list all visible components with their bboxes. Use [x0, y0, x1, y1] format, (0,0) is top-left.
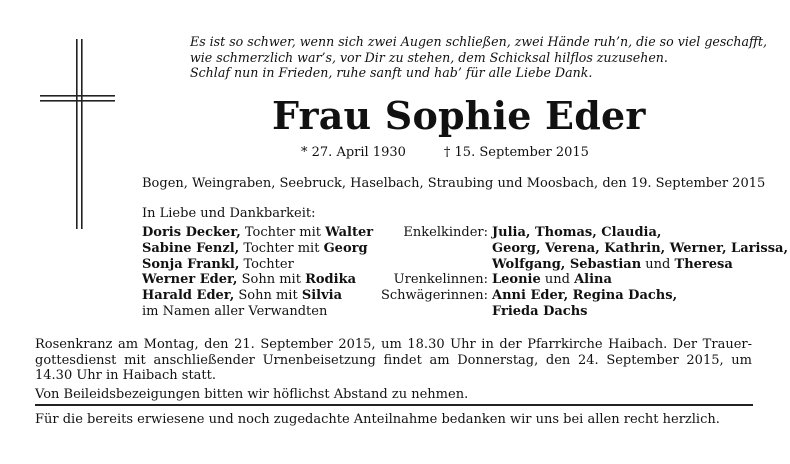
poem-line: Es ist so schwer, wenn sich zwei Augen schließen, zwei Hände ruh’n, die so viel geschafft, — [190, 34, 767, 49]
family-member: Werner Eder, Sohn mit Rodika — [142, 272, 356, 288]
service-details — [35, 337, 752, 384]
great-grandchildren-names: Leonie und Alina — [492, 272, 612, 288]
sisters-in-law-row — [350, 288, 770, 320]
family-member: im Namen aller Verwandten — [142, 303, 328, 319]
grandchildren-names: Julia, Thomas, Claudia, Georg, Verena, Kathrin, Werner, Larissa, Wolfgang, Sebastian und Theresa — [492, 225, 788, 272]
sisters-in-law-label: Schwägerinnen: — [380, 288, 488, 304]
life-dates — [301, 145, 589, 160]
sisters-in-law-names: Anni Eder, Regina Dachs, Frieda Dachs — [492, 288, 678, 319]
divider — [35, 404, 753, 406]
grandchildren-row — [350, 225, 788, 272]
great-grandchildren-row — [350, 272, 770, 288]
service-line: Rosenkranz am Montag, den 21. September 2015, um 18.30 Uhr in der Pfarrkirche Haibach. Der Trauer- — [35, 337, 752, 352]
great-grandchildren-label: Urenkelinnen: — [393, 272, 488, 288]
gratitude-note: Für die bereits erwiesene und noch zugedachte Anteilnahme bedanken wir uns bei allen recht herzlich. — [35, 412, 720, 427]
cross-icon — [40, 39, 115, 229]
death-date: † 15. September 2015 — [443, 145, 589, 160]
relatives-list — [350, 225, 788, 320]
poem-line: wie schmerzlich war’s, vor Dir zu stehen, dem Schicksal hilflos zuzusehen. — [190, 49, 668, 65]
family-member: Sabine Fenzl, Tochter mit Georg — [142, 240, 368, 256]
grandchildren-label: Enkelkinder: — [403, 225, 488, 240]
birth-date: * 27. April 1930 — [301, 145, 406, 160]
family-member: Sonja Frankl, Tochter — [142, 256, 294, 272]
service-line: 14.30 Uhr in Haibach statt. — [35, 368, 217, 383]
poem — [190, 34, 770, 81]
place-and-date: Bogen, Weingraben, Seebruck, Haselbach, Straubing und Moosbach, den 19. September 2015 — [142, 176, 766, 191]
family-list — [142, 225, 373, 320]
thanks-intro: In Liebe und Dankbarkeit: — [142, 206, 316, 221]
condolence-request: Von Beileidsbezeigungen bitten wir höflichst Abstand zu nehmen. — [35, 387, 469, 402]
poem-line: Schlaf nun in Frieden, ruhe sanft und hab’ für alle Liebe Dank. — [190, 65, 593, 80]
deceased-name: Frau Sophie Eder — [272, 93, 646, 138]
family-member: Doris Decker, Tochter mit Walter — [142, 225, 374, 240]
family-member: Harald Eder, Sohn mit Silvia — [142, 288, 343, 304]
service-line: gottesdienst mit anschließender Urnenbeisetzung findet am Donnerstag, den 24. September 2015, um — [35, 352, 752, 368]
